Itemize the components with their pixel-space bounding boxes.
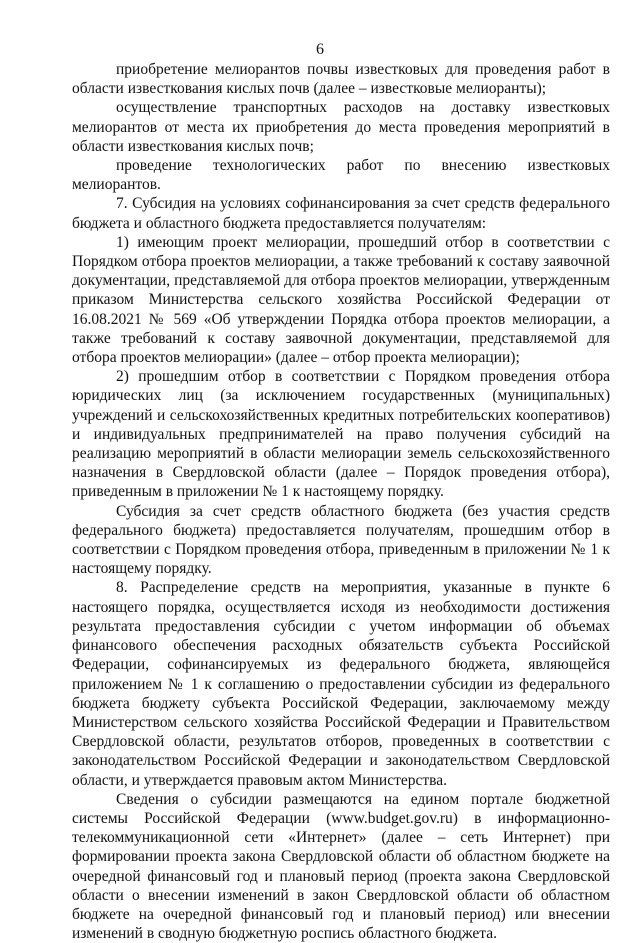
paragraph: 7. Субсидия на условиях софинансирования за счет средств федерального бюджета и областного бюджета предоставляется получателям: — [72, 195, 610, 232]
paragraph: 1) имеющим проект мелиорации, прошедший отбор в соответствии с Порядком отбора проектов мелиорации, а также требований к составу заявочной документации, представляемой для отбора проектов мелиорации, утвержденным приказом Министерства сельского хозяйства Российской Федерации от 16.08.2021 № 569 «Об утверждении Порядка отбора проектов мелиорации, а также требований к составу заявочной документации, представляемой для отбора проектов мелиорации» (далее – отбор проекта мелиорации); — [72, 233, 610, 367]
document-body — [72, 60, 610, 943]
page-number: 6 — [316, 41, 324, 58]
paragraph: осуществление транспортных расходов на доставку известковых мелиорантов от места их приобретения до места проведения мероприятий в области известкования кислых почв; — [72, 99, 610, 155]
paragraph: проведение технологических работ по внесению известковых мелиорантов. — [72, 157, 610, 194]
paragraph: 2) прошедшим отбор в соответствии с Порядком проведения отбора юридических лиц (за исключением государственных (муниципальных) учреждений и сельскохозяйственных кредитных потребительских кооперативов) и индивидуальных предпринимателей на право получения субсидий на реализацию мероприятий в области мелиорации земель сельскохозяйственного назначения в Свердловской области (далее – Порядок проведения отбора), приведенным в приложении № 1 к настоящему порядку. — [72, 368, 610, 501]
paragraph: приобретение мелиорантов почвы известковых для проведения работ в области известкования кислых почв (далее – известковые мелиоранты); — [72, 61, 610, 98]
paragraph: 8. Распределение средств на мероприятия, указанные в пункте 6 настоящего порядка, осуществляется исходя из необходимости достижения результата предоставления субсидии с учетом информации об объемах финансового обеспечения расходных обязательств субъекта Российской Федерации, софинансируемых из федерального бюджета, являющейся приложением № 1 к соглашению о предоставлении субсидии из федерального бюджета бюджету субъекта Российской Федерации, заключаемому между Министерством сельского хозяйства Российской Федерации и Правительством Свердловской области, результатов отборов, проведенных в соответствии с законодательством Российской Федерации и законодательством Свердловской области, и утверждается правовым актом Министерства. — [72, 579, 610, 789]
paragraph: Сведения о субсидии размещаются на едином портале бюджетной системы Российской Федерации (www.budget.gov.ru) в информационно-телекоммуникационной сети «Интернет» (далее – сеть Интернет) при формировании проекта закона Свердловской области об областном бюджете на очередной финансовый год и плановый период (проекта закона Свердловской области о внесении изменений в закон Свердловской области об областном бюджете на очередной финансовый год и плановый период) или внесении изменений в сводную бюджетную роспись областного бюджета. — [72, 790, 610, 943]
paragraph: Субсидия за счет средств областного бюджета (без участия средств федерального бюджета) предоставляется получателям, прошедшим отбор в соответствии с Порядком проведения отбора, приведенным в приложении № 1 к настоящему порядку. — [72, 502, 610, 578]
